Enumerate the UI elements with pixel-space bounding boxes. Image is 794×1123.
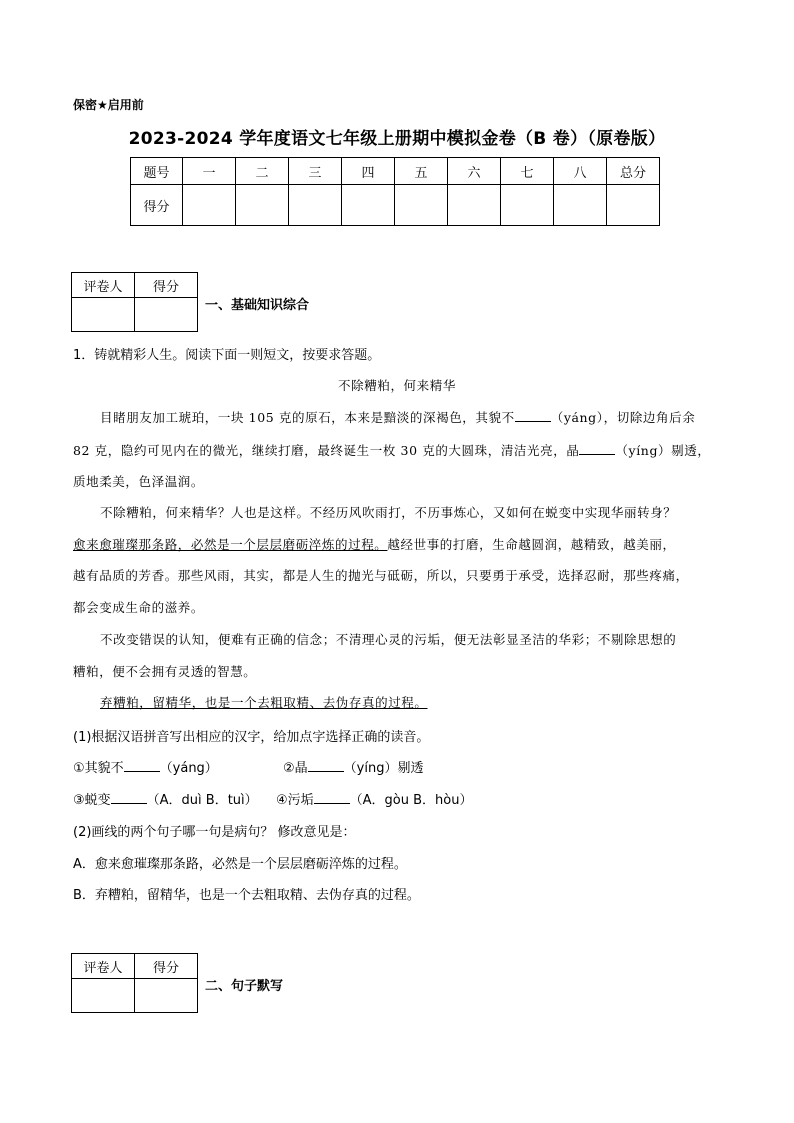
passage-p1-line3: 质地柔美，色泽温润。 xyxy=(73,474,205,489)
score-cell[interactable] xyxy=(448,185,501,226)
score-table-value-row xyxy=(131,185,660,226)
score-header-cell: 六 xyxy=(448,158,501,185)
passage-p2-line3: 越有品质的芳香。那些风雨，其实，都是人生的抛光与砥砺，所以，只要勇于承受，选择忍耐，那些疼痛， xyxy=(73,568,689,583)
grader-box-section-2 xyxy=(71,953,198,1013)
option-b: B．弃糟粕，留精华，也是一个去粗取精、去伪存真的过程。 xyxy=(73,888,420,903)
score-cell[interactable] xyxy=(236,185,289,226)
grader-score-label: 得分 xyxy=(135,954,198,979)
grader-reviewer-cell[interactable] xyxy=(72,979,135,1013)
score-header-cell: 五 xyxy=(395,158,448,185)
score-cell[interactable] xyxy=(342,185,395,226)
score-header-cell: 七 xyxy=(501,158,554,185)
question-1-stem: 1．铸就精彩人生。阅读下面一则短文，按要求答题。 xyxy=(73,348,381,363)
blank-yang[interactable] xyxy=(515,409,551,422)
answer-blank-d[interactable] xyxy=(314,791,350,804)
passage-p2-line2: 愈来愈璀璨那条路，必然是一个层层磨砺淬炼的过程。越经世事的打磨，生命越圆润，越精致，越美丽， xyxy=(73,537,676,552)
score-header-cell: 一 xyxy=(183,158,236,185)
score-header-cell: 总分 xyxy=(607,158,660,185)
score-table-header-row xyxy=(131,158,660,185)
grader-reviewer-cell[interactable] xyxy=(72,298,135,332)
score-cell[interactable] xyxy=(607,185,660,226)
grader-box-section-1 xyxy=(71,272,198,332)
score-cell[interactable] xyxy=(395,185,448,226)
sub1-item-b: ②晶 （yíng）剔透 xyxy=(283,761,424,776)
passage-p2-line1: 不除糟粕，何来精华？人也是这样。不经历风吹雨打，不历事炼心，又如何在蜕变中实现华丽转身？ xyxy=(100,505,677,520)
grader-score-label: 得分 xyxy=(135,273,198,298)
answer-blank-a[interactable] xyxy=(124,759,160,772)
underlined-sentence-b: 弃糟粕，留精华，也是一个去粗取精、去伪存真的过程。 xyxy=(100,695,428,710)
grader-score-cell[interactable] xyxy=(135,298,198,332)
score-header-cell: 八 xyxy=(554,158,607,185)
score-header-cell: 二 xyxy=(236,158,289,185)
score-header-cell: 三 xyxy=(289,158,342,185)
sub1-item-a: ①其貌不 （yáng） xyxy=(73,761,218,776)
score-row-label: 得分 xyxy=(131,185,183,226)
answer-blank-c[interactable] xyxy=(111,791,147,804)
page-title: 2023-2024 学年度语文七年级上册期中模拟金卷（B 卷）（原卷版） xyxy=(128,129,666,149)
confidential-label: 保密★启用前 xyxy=(73,98,144,112)
grader-reviewer-label: 评卷人 xyxy=(72,273,135,298)
passage-p1-line2: 82 克，隐约可见内在的微光，继续打磨，最终诞生一枚 30 克的大圆珠，清洁光亮，晶 （yíng）剔透， xyxy=(73,443,711,458)
score-header-cell: 题号 xyxy=(131,158,183,185)
score-cell[interactable] xyxy=(183,185,236,226)
blank-ying[interactable] xyxy=(579,442,615,455)
passage-p1-line1: 目睹朋友加工琥珀，一块 105 克的原石，本来是黯淡的深褐色，其貌不 （yáng），切除边角后余 xyxy=(100,410,696,425)
score-table xyxy=(130,157,660,226)
score-cell[interactable] xyxy=(289,185,342,226)
passage-p3-line2: 糟粕，便不会拥有灵透的智慧。 xyxy=(73,664,257,679)
option-a: A．愈来愈璀璨那条路，必然是一个层层磨砺淬炼的过程。 xyxy=(73,857,407,872)
underlined-sentence-a: 愈来愈璀璨那条路，必然是一个层层磨砺淬炼的过程。 xyxy=(73,537,388,552)
sub1-item-c: ③蜕变 （A．duì B．tuì） xyxy=(73,793,258,808)
section-2-heading: 二、句子默写 xyxy=(205,979,284,994)
score-cell[interactable] xyxy=(501,185,554,226)
answer-blank-b[interactable] xyxy=(308,759,344,772)
score-header-cell: 四 xyxy=(342,158,395,185)
grader-score-cell[interactable] xyxy=(135,979,198,1013)
passage-title: 不除糟粕，何来精华 xyxy=(338,378,456,393)
subquestion-1-stem: (1)根据汉语拼音写出相应的汉字，给加点字选择正确的读音。 xyxy=(73,730,430,745)
passage-p2-line4: 都会变成生命的滋养。 xyxy=(73,600,205,615)
subquestion-2-stem: (2)画线的两个句子哪一句是病句？ 修改意见是： xyxy=(73,825,356,840)
section-1-heading: 一、基础知识综合 xyxy=(205,298,310,313)
score-cell[interactable] xyxy=(554,185,607,226)
passage-p3-line1: 不改变错误的认知，便难有正确的信念；不清理心灵的污垢，便无法彰显圣洁的华彩；不剔除思想的 xyxy=(100,632,677,647)
sub1-item-d: ④污垢 （A．gòu B．hòu） xyxy=(276,793,473,808)
grader-reviewer-label: 评卷人 xyxy=(72,954,135,979)
